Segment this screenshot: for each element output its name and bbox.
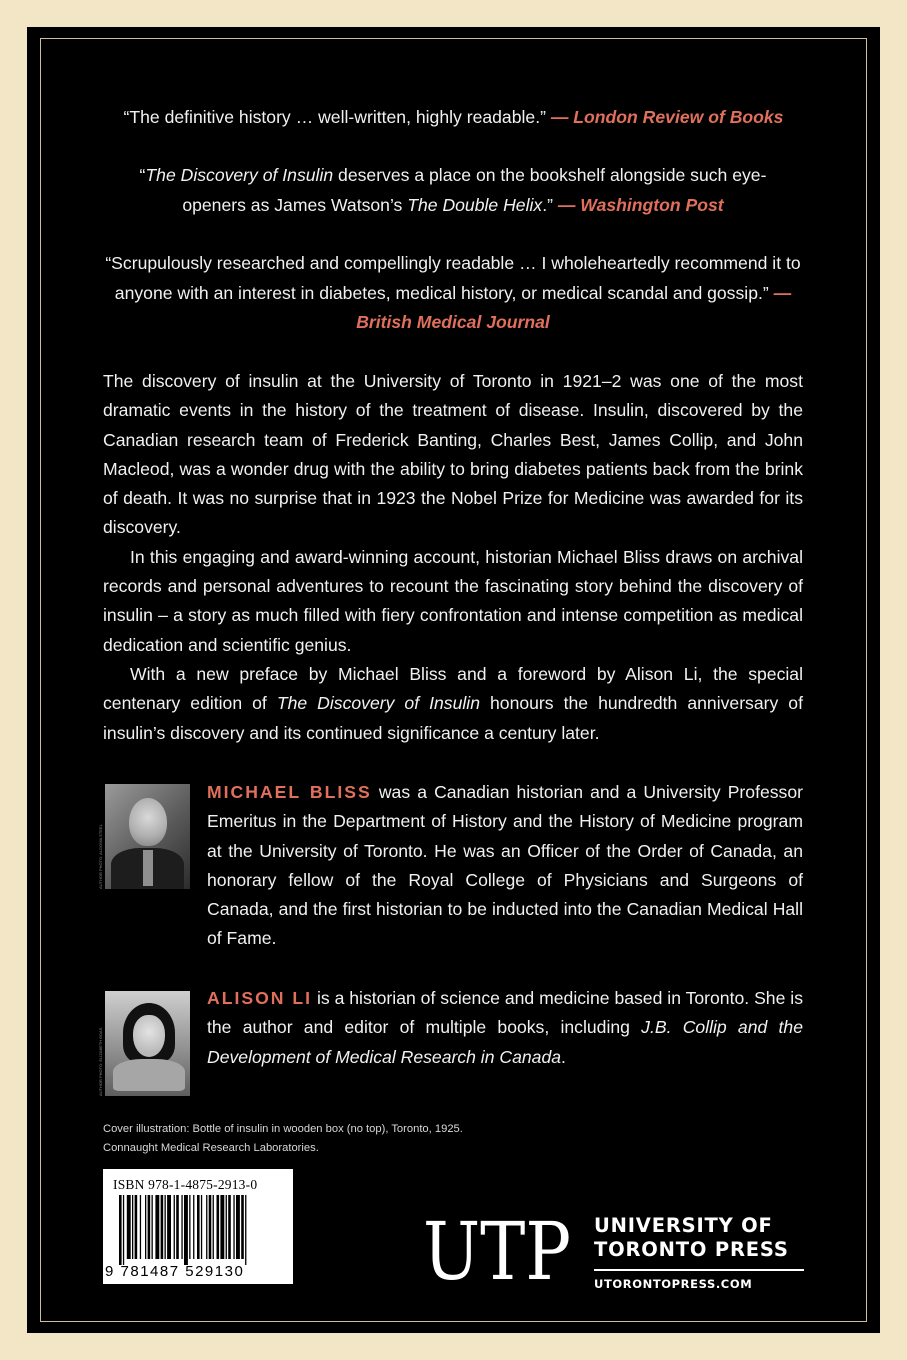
barcode-bar — [132, 1195, 133, 1259]
author-name: MICHAEL BLISS — [207, 782, 372, 802]
publisher-name-line: UNIVERSITY OF — [594, 1214, 773, 1237]
isbn-number: ISBN 978-1-4875-2913-0 — [113, 1177, 258, 1192]
quote-text: “Scrupulously researched and compellingly readable … I wholeheartedly recommend it to anyone with an interest in diabetes, medical history, or medical scandal and gossip.” — [105, 253, 801, 303]
barcode-bar — [209, 1195, 212, 1259]
barcode-bar — [123, 1195, 124, 1265]
barcode-bar — [197, 1195, 200, 1259]
barcode-bar — [193, 1195, 194, 1259]
barcode-bar — [127, 1195, 131, 1259]
barcode-bar — [201, 1195, 202, 1259]
description-paragraph: In this engaging and award-winning account, historian Michael Bliss draws on archival records and personal adventures to recount the fascinating story behind the discovery of insulin – a story as much filled with fiery confrontation and intense competition as medical dedication and scientific genius. — [103, 546, 803, 655]
barcode-bar — [161, 1195, 164, 1259]
back-cover — [27, 27, 880, 1333]
publisher-url: UTORONTOPRESS.COM — [594, 1276, 753, 1291]
publisher-name-line: TORONTO PRESS — [594, 1238, 789, 1261]
barcode-bar — [181, 1195, 182, 1259]
barcode-bar — [228, 1195, 231, 1259]
isbn-barcode — [103, 1169, 293, 1284]
barcode-bar — [167, 1195, 171, 1259]
cover-illustration-credit — [103, 1120, 463, 1158]
barcode-bars — [119, 1195, 287, 1265]
barcode-digits: 9 781487 529130 — [105, 1263, 245, 1280]
barcode-bar — [220, 1195, 224, 1259]
credit-line: Cover illustration: Bottle of insulin in wooden box (no top), Toronto, 1925. — [103, 1123, 463, 1135]
barcode-bar — [152, 1195, 153, 1259]
credit-line: Connaught Medical Research Laboratories. — [103, 1142, 319, 1154]
barcode-bar — [245, 1195, 246, 1265]
author-bio-text: is a historian of science and medicine based in Toronto. She is the author and editor of multiple books, including — [207, 988, 803, 1038]
barcode-bar — [155, 1195, 159, 1259]
book-title: J.B. Collip and the Development of Medical Research in Canada — [207, 1017, 803, 1067]
barcode-bar — [148, 1195, 151, 1259]
author-bio-alison-li — [207, 984, 803, 1072]
book-description — [103, 367, 803, 748]
author-photo-alison-li — [98, 991, 190, 1096]
quote-text: “The definitive history … well-written, highly readable.” — [123, 107, 551, 127]
barcode-bar — [135, 1195, 138, 1259]
quote-text: .” — [542, 194, 558, 215]
author-bio-text: . — [561, 1046, 566, 1067]
description-paragraph — [103, 660, 803, 748]
barcode-bar — [176, 1195, 179, 1259]
author-bio-text: was a Canadian historian and a University Professor Emeritus in the Department of History and the History of Medicine program at the University of Toronto. He was an Officer of the Order of Canada, an honorary fellow of the Royal College of Physicians and Surgeons of Canada, and the first historian to be inducted into the Canadian Medical Hall of Fame. — [207, 782, 803, 949]
barcode-bar — [189, 1195, 190, 1259]
barcode-bar — [233, 1195, 234, 1259]
quote-book-title: The Double Helix — [407, 194, 543, 215]
description-paragraph: The discovery of insulin at the University of Toronto in 1921–2 was one of the most dramatic events in the history of the treatment of disease. Insulin, discovered by the Canadian research team of Frederick Banting, Charles Best, James Collip, and John Macleod, was a wonder drug with the ability to bring diabetes patients back from the brink of death. It was no surprise that in 1923 the Nobel Prize for Medicine was awarded for its discovery. — [103, 371, 803, 538]
quote-text: deserves a place on the bookshelf alongside such eye-openers as James Watson’s — [182, 165, 767, 215]
author-name: ALISON LI — [207, 988, 313, 1008]
author-bio-michael-bliss — [207, 778, 803, 954]
barcode-bar — [140, 1195, 141, 1259]
utp-logo-text: UTP — [423, 1205, 571, 1298]
barcode-bar — [213, 1195, 214, 1259]
review-quote — [93, 249, 813, 338]
quote-source: — British Medical Journal — [356, 282, 792, 332]
description-text: honours the hundredth anniversary of insulin’s discovery and its continued significance a century later. — [103, 693, 803, 743]
barcode-bar — [241, 1195, 244, 1259]
quote-source: — Washington Post — [557, 194, 724, 215]
photo-credit: AUTHOR PHOTO: ALGOMA STEEL — [98, 824, 103, 889]
publisher-wordmark — [594, 1214, 814, 1291]
description-text: With a new preface by Michael Bliss and a foreword by Alison Li, the special centenary edition of — [103, 663, 803, 714]
barcode-bar — [174, 1195, 175, 1259]
barcode-bar — [206, 1195, 207, 1259]
quote-book-title: The Discovery of Insulin — [145, 165, 334, 185]
barcode-bar — [119, 1195, 122, 1265]
photo-credit: AUTHOR PHOTO: ELIZABETH BOAS — [98, 1027, 103, 1096]
barcode-bar — [236, 1195, 240, 1259]
review-quote — [87, 103, 820, 133]
review-quote — [133, 161, 773, 220]
utp-logo — [423, 1205, 571, 1298]
barcode-bar — [184, 1195, 188, 1265]
barcode-bar — [145, 1195, 146, 1259]
quote-source: — London Review of Books — [550, 107, 784, 127]
barcode-bar — [165, 1195, 166, 1259]
divider — [594, 1269, 804, 1271]
author-photo-michael-bliss — [98, 784, 190, 889]
barcode-bar — [226, 1195, 227, 1259]
barcode-bar — [217, 1195, 220, 1259]
book-title: The Discovery of Insulin — [276, 693, 480, 714]
quote-text: “ — [139, 165, 146, 185]
